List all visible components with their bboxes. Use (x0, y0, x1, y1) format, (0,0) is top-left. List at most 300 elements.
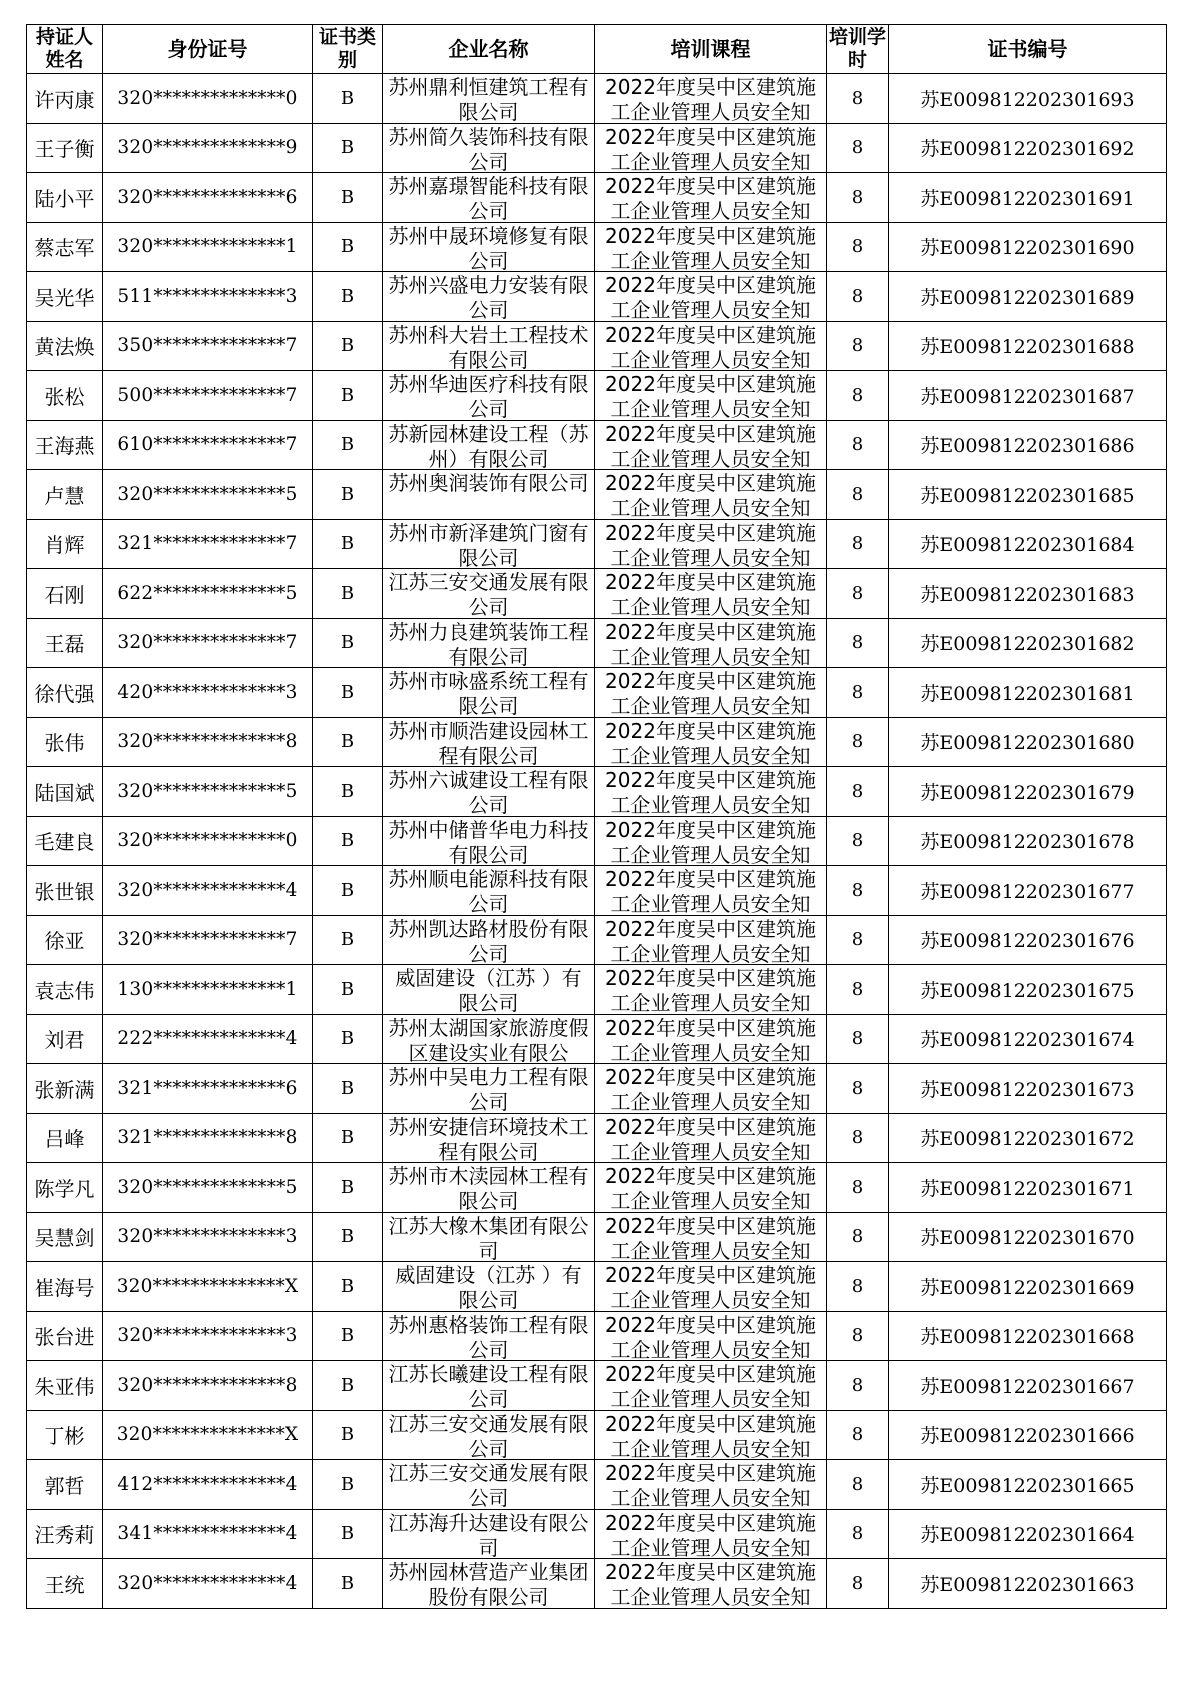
training-hours-cell: 8 (827, 1410, 889, 1460)
table-row (27, 222, 1167, 272)
company-cell (383, 123, 595, 173)
course-cell-text: 2022年度吴中区建筑施工企业管理人员安全知 (605, 124, 816, 171)
training-hours-cell: 8 (827, 1311, 889, 1361)
course-cell (595, 519, 827, 569)
course-cell (595, 1559, 827, 1609)
cert-number-cell: 苏E009812202301690 (889, 222, 1167, 272)
cert-number-cell: 苏E009812202301665 (889, 1460, 1167, 1510)
company-cell-text: 苏州惠格装饰工程有限公司 (388, 1312, 589, 1359)
cert-type-cell: B (313, 915, 383, 965)
course-cell-text: 2022年度吴中区建筑施工企业管理人员安全知 (605, 372, 816, 419)
company-cell (383, 519, 595, 569)
holder-name-cell: 张伟 (27, 717, 103, 767)
training-hours-cell: 8 (827, 1064, 889, 1114)
company-cell-text: 苏州简久装饰科技有限公司 (388, 124, 589, 171)
holder-name-cell: 吕峰 (27, 1113, 103, 1163)
training-hours-cell: 8 (827, 569, 889, 619)
holder-name-cell: 卢慧 (27, 470, 103, 520)
training-hours-cell: 8 (827, 717, 889, 767)
company-cell (383, 1163, 595, 1213)
company-cell (383, 1113, 595, 1163)
course-cell-text: 2022年度吴中区建筑施工企业管理人员安全知 (605, 421, 816, 468)
holder-name-cell: 张台进 (27, 1311, 103, 1361)
id-number-cell: 320**************9 (103, 123, 313, 173)
company-cell (383, 569, 595, 619)
course-cell-text: 2022年度吴中区建筑施工企业管理人员安全知 (605, 1065, 816, 1112)
course-cell-text: 2022年度吴中区建筑施工企业管理人员安全知 (605, 1362, 816, 1409)
table-row (27, 866, 1167, 916)
course-cell-text: 2022年度吴中区建筑施工企业管理人员安全知 (605, 471, 816, 518)
holder-name-cell: 王磊 (27, 618, 103, 668)
header-course: 培训课程 (595, 25, 827, 74)
holder-name-cell: 丁彬 (27, 1410, 103, 1460)
id-number-cell: 341**************4 (103, 1509, 313, 1559)
table-row (27, 420, 1167, 470)
company-cell-text: 威固建设（江苏 ）有限公司 (395, 1263, 582, 1310)
course-cell (595, 1262, 827, 1312)
course-cell-text: 2022年度吴中区建筑施工企业管理人员安全知 (605, 1461, 816, 1508)
holder-name-cell: 许丙康 (27, 74, 103, 124)
cert-type-cell: B (313, 519, 383, 569)
training-hours-cell: 8 (827, 1212, 889, 1262)
course-cell (595, 767, 827, 817)
company-cell-text: 江苏海升达建设有限公司 (388, 1510, 589, 1557)
id-number-cell: 222**************4 (103, 1014, 313, 1064)
cert-type-cell: B (313, 1460, 383, 1510)
id-number-cell: 320**************4 (103, 1559, 313, 1609)
company-cell-text: 苏州六诚建设工程有限公司 (388, 768, 589, 815)
table-row (27, 1014, 1167, 1064)
header-hours: 培训学时 (827, 25, 889, 74)
company-cell-text: 江苏大橡木集团有限公司 (388, 1213, 589, 1260)
company-cell-text: 苏州兴盛电力安装有限公司 (388, 273, 589, 320)
company-cell (383, 74, 595, 124)
id-number-cell: 412**************4 (103, 1460, 313, 1510)
training-hours-cell: 8 (827, 1262, 889, 1312)
table-row (27, 1113, 1167, 1163)
course-cell-text: 2022年度吴中区建筑施工企业管理人员安全知 (605, 817, 816, 864)
id-number-cell: 420**************3 (103, 668, 313, 718)
course-cell (595, 866, 827, 916)
table-row (27, 1262, 1167, 1312)
table-row (27, 668, 1167, 718)
cert-number-cell: 苏E009812202301674 (889, 1014, 1167, 1064)
cert-number-cell: 苏E009812202301692 (889, 123, 1167, 173)
course-cell-text: 2022年度吴中区建筑施工企业管理人员安全知 (605, 174, 816, 221)
cert-number-cell: 苏E009812202301680 (889, 717, 1167, 767)
table-header-row (27, 25, 1167, 74)
training-hours-cell: 8 (827, 1460, 889, 1510)
course-cell-text: 2022年度吴中区建筑施工企业管理人员安全知 (605, 1164, 816, 1211)
course-cell (595, 668, 827, 718)
holder-name-cell: 蔡志军 (27, 222, 103, 272)
cert-number-cell: 苏E009812202301664 (889, 1509, 1167, 1559)
course-cell-text: 2022年度吴中区建筑施工企业管理人员安全知 (605, 718, 816, 765)
course-cell (595, 173, 827, 223)
cert-number-cell: 苏E009812202301683 (889, 569, 1167, 619)
company-cell (383, 470, 595, 520)
training-hours-cell: 8 (827, 1014, 889, 1064)
cert-type-cell: B (313, 816, 383, 866)
company-cell-text: 苏州园林营造产业集团股份有限公司 (388, 1560, 589, 1607)
course-cell (595, 74, 827, 124)
course-cell (595, 1460, 827, 1510)
holder-name-cell: 刘君 (27, 1014, 103, 1064)
holder-name-cell: 朱亚伟 (27, 1361, 103, 1411)
course-cell (595, 123, 827, 173)
company-cell-text: 江苏三安交通发展有限公司 (388, 570, 589, 617)
table-row (27, 74, 1167, 124)
training-hours-cell: 8 (827, 272, 889, 322)
holder-name-cell: 吴慧剑 (27, 1212, 103, 1262)
company-cell (383, 1410, 595, 1460)
company-cell (383, 371, 595, 421)
id-number-cell: 500**************7 (103, 371, 313, 421)
training-hours-cell: 8 (827, 668, 889, 718)
company-cell (383, 222, 595, 272)
company-cell (383, 321, 595, 371)
holder-name-cell: 王子衡 (27, 123, 103, 173)
id-number-cell: 320**************X (103, 1262, 313, 1312)
course-cell-text: 2022年度吴中区建筑施工企业管理人员安全知 (605, 1510, 816, 1557)
company-cell-text: 威固建设（江苏 ）有限公司 (395, 966, 582, 1013)
cert-type-cell: B (313, 866, 383, 916)
holder-name-cell: 崔海号 (27, 1262, 103, 1312)
cert-number-cell: 苏E009812202301676 (889, 915, 1167, 965)
cert-number-cell: 苏E009812202301673 (889, 1064, 1167, 1114)
course-cell (595, 272, 827, 322)
holder-name-cell: 张世银 (27, 866, 103, 916)
id-number-cell: 321**************8 (103, 1113, 313, 1163)
holder-name-cell: 王海燕 (27, 420, 103, 470)
holder-name-cell: 袁志伟 (27, 965, 103, 1015)
course-cell-text: 2022年度吴中区建筑施工企业管理人员安全知 (605, 75, 816, 122)
cert-number-cell: 苏E009812202301691 (889, 173, 1167, 223)
holder-name-cell: 石刚 (27, 569, 103, 619)
course-cell (595, 1163, 827, 1213)
cert-type-cell: B (313, 1559, 383, 1609)
id-number-cell: 622**************5 (103, 569, 313, 619)
company-cell-text: 苏州华迪医疗科技有限公司 (388, 372, 589, 419)
holder-name-cell: 张新满 (27, 1064, 103, 1114)
course-cell-text: 2022年度吴中区建筑施工企业管理人员安全知 (605, 1263, 816, 1310)
company-cell-text: 苏州中吴电力工程有限公司 (388, 1065, 589, 1112)
holder-name-cell: 郭哲 (27, 1460, 103, 1510)
id-number-cell: 320**************8 (103, 1361, 313, 1411)
course-cell-text: 2022年度吴中区建筑施工企业管理人员安全知 (605, 1114, 816, 1161)
cert-type-cell: B (313, 420, 383, 470)
course-cell (595, 321, 827, 371)
course-cell-text: 2022年度吴中区建筑施工企业管理人员安全知 (605, 273, 816, 320)
table-row (27, 1064, 1167, 1114)
cert-number-cell: 苏E009812202301675 (889, 965, 1167, 1015)
course-cell (595, 965, 827, 1015)
table-row (27, 717, 1167, 767)
id-number-cell: 320**************7 (103, 618, 313, 668)
holder-name-cell: 王统 (27, 1559, 103, 1609)
course-cell-text: 2022年度吴中区建筑施工企业管理人员安全知 (605, 867, 816, 914)
cert-type-cell: B (313, 717, 383, 767)
course-cell-text: 2022年度吴中区建筑施工企业管理人员安全知 (605, 1213, 816, 1260)
holder-name-cell: 徐亚 (27, 915, 103, 965)
table-row (27, 519, 1167, 569)
company-cell (383, 866, 595, 916)
table-row (27, 1559, 1167, 1609)
cert-type-cell: B (313, 1410, 383, 1460)
company-cell (383, 272, 595, 322)
course-cell (595, 420, 827, 470)
course-cell (595, 1311, 827, 1361)
company-cell-text: 苏州市咏盛系统工程有限公司 (388, 669, 589, 716)
training-hours-cell: 8 (827, 371, 889, 421)
id-number-cell: 320**************1 (103, 222, 313, 272)
holder-name-cell: 汪秀莉 (27, 1509, 103, 1559)
course-cell-text: 2022年度吴中区建筑施工企业管理人员安全知 (605, 223, 816, 270)
company-cell (383, 915, 595, 965)
cert-number-cell: 苏E009812202301689 (889, 272, 1167, 322)
course-cell-text: 2022年度吴中区建筑施工企业管理人员安全知 (605, 570, 816, 617)
id-number-cell: 320**************8 (103, 717, 313, 767)
training-hours-cell: 8 (827, 470, 889, 520)
course-cell (595, 1509, 827, 1559)
table-row (27, 470, 1167, 520)
company-cell-text: 江苏三安交通发展有限公司 (388, 1461, 589, 1508)
table-row (27, 1410, 1167, 1460)
table-row (27, 1509, 1167, 1559)
cert-type-cell: B (313, 569, 383, 619)
company-cell-text: 苏州中储普华电力科技有限公司 (388, 817, 589, 864)
company-cell (383, 965, 595, 1015)
cert-type-cell: B (313, 74, 383, 124)
cert-type-cell: B (313, 1212, 383, 1262)
company-cell-text: 苏州市木渎园林工程有限公司 (388, 1164, 589, 1211)
id-number-cell: 320**************5 (103, 767, 313, 817)
cert-type-cell: B (313, 222, 383, 272)
cert-number-cell: 苏E009812202301679 (889, 767, 1167, 817)
course-cell (595, 1064, 827, 1114)
company-cell (383, 1262, 595, 1312)
course-cell (595, 1410, 827, 1460)
table-row (27, 965, 1167, 1015)
training-hours-cell: 8 (827, 321, 889, 371)
certificate-table (26, 24, 1167, 1609)
table-row (27, 816, 1167, 866)
id-number-cell: 130**************1 (103, 965, 313, 1015)
table-row (27, 1361, 1167, 1411)
cert-number-cell: 苏E009812202301687 (889, 371, 1167, 421)
course-cell-text: 2022年度吴中区建筑施工企业管理人员安全知 (605, 768, 816, 815)
table-row (27, 272, 1167, 322)
table-row (27, 321, 1167, 371)
cert-type-cell: B (313, 1163, 383, 1213)
company-cell (383, 668, 595, 718)
id-number-cell: 511**************3 (103, 272, 313, 322)
table-body (27, 74, 1167, 1609)
cert-number-cell: 苏E009812202301670 (889, 1212, 1167, 1262)
course-cell (595, 371, 827, 421)
holder-name-cell: 徐代强 (27, 668, 103, 718)
course-cell-text: 2022年度吴中区建筑施工企业管理人员安全知 (605, 520, 816, 567)
cert-type-cell: B (313, 173, 383, 223)
holder-name-cell: 张松 (27, 371, 103, 421)
training-hours-cell: 8 (827, 618, 889, 668)
course-cell-text: 2022年度吴中区建筑施工企业管理人员安全知 (605, 1560, 816, 1607)
training-hours-cell: 8 (827, 965, 889, 1015)
id-number-cell: 320**************7 (103, 915, 313, 965)
table-row (27, 1212, 1167, 1262)
holder-name-cell: 吴光华 (27, 272, 103, 322)
cert-number-cell: 苏E009812202301667 (889, 1361, 1167, 1411)
cert-number-cell: 苏E009812202301672 (889, 1113, 1167, 1163)
header-id-number: 身份证号 (103, 25, 313, 74)
company-cell-text: 苏州顺电能源科技有限公司 (388, 867, 589, 914)
company-cell-text: 苏州鼎利恒建筑工程有限公司 (388, 75, 589, 122)
id-number-cell: 320**************5 (103, 1163, 313, 1213)
cert-type-cell: B (313, 767, 383, 817)
company-cell-text: 苏州科大岩土工程技术有限公司 (388, 322, 589, 369)
training-hours-cell: 8 (827, 1113, 889, 1163)
header-cert-number: 证书编号 (889, 25, 1167, 74)
cert-number-cell: 苏E009812202301669 (889, 1262, 1167, 1312)
cert-type-cell: B (313, 371, 383, 421)
cert-type-cell: B (313, 618, 383, 668)
company-cell (383, 816, 595, 866)
table-row (27, 1460, 1167, 1510)
company-cell (383, 717, 595, 767)
id-number-cell: 320**************6 (103, 173, 313, 223)
company-cell-text: 苏州嘉璟智能科技有限公司 (388, 174, 589, 221)
cert-number-cell: 苏E009812202301684 (889, 519, 1167, 569)
cert-number-cell: 苏E009812202301686 (889, 420, 1167, 470)
header-name: 持证人姓名 (27, 25, 103, 74)
table-row (27, 618, 1167, 668)
course-cell-text: 2022年度吴中区建筑施工企业管理人员安全知 (605, 916, 816, 963)
holder-name-cell: 陈学凡 (27, 1163, 103, 1213)
course-cell-text: 2022年度吴中区建筑施工企业管理人员安全知 (605, 1015, 816, 1062)
cert-type-cell: B (313, 1509, 383, 1559)
training-hours-cell: 8 (827, 1163, 889, 1213)
id-number-cell: 610**************7 (103, 420, 313, 470)
cert-number-cell: 苏E009812202301685 (889, 470, 1167, 520)
id-number-cell: 320**************3 (103, 1212, 313, 1262)
course-cell-text: 2022年度吴中区建筑施工企业管理人员安全知 (605, 1312, 816, 1359)
cert-number-cell: 苏E009812202301668 (889, 1311, 1167, 1361)
cert-number-cell: 苏E009812202301682 (889, 618, 1167, 668)
id-number-cell: 350**************7 (103, 321, 313, 371)
course-cell (595, 470, 827, 520)
training-hours-cell: 8 (827, 816, 889, 866)
training-hours-cell: 8 (827, 173, 889, 223)
course-cell (595, 1212, 827, 1262)
company-cell-text: 苏州太湖国家旅游度假区建设实业有限公 (388, 1015, 589, 1062)
cert-type-cell: B (313, 1113, 383, 1163)
company-cell-text: 苏州市顺浩建设园林工程有限公司 (388, 718, 589, 765)
id-number-cell: 321**************7 (103, 519, 313, 569)
course-cell (595, 717, 827, 767)
id-number-cell: 320**************3 (103, 1311, 313, 1361)
id-number-cell: 320**************0 (103, 74, 313, 124)
table-row (27, 173, 1167, 223)
cert-number-cell: 苏E009812202301671 (889, 1163, 1167, 1213)
cert-type-cell: B (313, 321, 383, 371)
cert-type-cell: B (313, 1311, 383, 1361)
cert-number-cell: 苏E009812202301663 (889, 1559, 1167, 1609)
company-cell (383, 173, 595, 223)
company-cell (383, 767, 595, 817)
cert-type-cell: B (313, 1014, 383, 1064)
course-cell (595, 1361, 827, 1411)
cert-number-cell: 苏E009812202301688 (889, 321, 1167, 371)
holder-name-cell: 毛建良 (27, 816, 103, 866)
cert-type-cell: B (313, 470, 383, 520)
course-cell-text: 2022年度吴中区建筑施工企业管理人员安全知 (605, 322, 816, 369)
company-cell (383, 1460, 595, 1510)
cert-number-cell: 苏E009812202301681 (889, 668, 1167, 718)
holder-name-cell: 肖辉 (27, 519, 103, 569)
company-cell-text: 苏州奥润装饰有限公司 (388, 471, 589, 496)
company-cell (383, 1361, 595, 1411)
table-row (27, 371, 1167, 421)
company-cell (383, 420, 595, 470)
cert-number-cell: 苏E009812202301693 (889, 74, 1167, 124)
header-company: 企业名称 (383, 25, 595, 74)
company-cell-text: 苏州中晟环境修复有限公司 (388, 223, 589, 270)
table-row (27, 569, 1167, 619)
holder-name-cell: 黄法焕 (27, 321, 103, 371)
company-cell (383, 1311, 595, 1361)
training-hours-cell: 8 (827, 915, 889, 965)
table-row (27, 1163, 1167, 1213)
cert-number-cell: 苏E009812202301666 (889, 1410, 1167, 1460)
company-cell (383, 1509, 595, 1559)
id-number-cell: 320**************X (103, 1410, 313, 1460)
training-hours-cell: 8 (827, 1361, 889, 1411)
course-cell-text: 2022年度吴中区建筑施工企业管理人员安全知 (605, 669, 816, 716)
training-hours-cell: 8 (827, 420, 889, 470)
company-cell-text: 苏州力良建筑装饰工程有限公司 (388, 619, 589, 666)
company-cell-text: 苏州市新泽建筑门窗有限公司 (388, 520, 589, 567)
company-cell (383, 1559, 595, 1609)
training-hours-cell: 8 (827, 74, 889, 124)
company-cell (383, 1212, 595, 1262)
id-number-cell: 320**************4 (103, 866, 313, 916)
course-cell (595, 618, 827, 668)
cert-type-cell: B (313, 965, 383, 1015)
company-cell-text: 江苏三安交通发展有限公司 (388, 1411, 589, 1458)
table-row (27, 915, 1167, 965)
holder-name-cell: 陆国斌 (27, 767, 103, 817)
training-hours-cell: 8 (827, 123, 889, 173)
company-cell (383, 1064, 595, 1114)
training-hours-cell: 8 (827, 1509, 889, 1559)
holder-name-cell: 陆小平 (27, 173, 103, 223)
cert-type-cell: B (313, 1361, 383, 1411)
training-hours-cell: 8 (827, 519, 889, 569)
training-hours-cell: 8 (827, 866, 889, 916)
training-hours-cell: 8 (827, 767, 889, 817)
cert-type-cell: B (313, 668, 383, 718)
table-row (27, 123, 1167, 173)
course-cell (595, 1014, 827, 1064)
course-cell (595, 222, 827, 272)
header-cert-type: 证书类别 (313, 25, 383, 74)
course-cell (595, 915, 827, 965)
cert-type-cell: B (313, 1262, 383, 1312)
cert-type-cell: B (313, 272, 383, 322)
company-cell-text: 江苏长曦建设工程有限公司 (388, 1362, 589, 1409)
cert-number-cell: 苏E009812202301677 (889, 866, 1167, 916)
training-hours-cell: 8 (827, 1559, 889, 1609)
